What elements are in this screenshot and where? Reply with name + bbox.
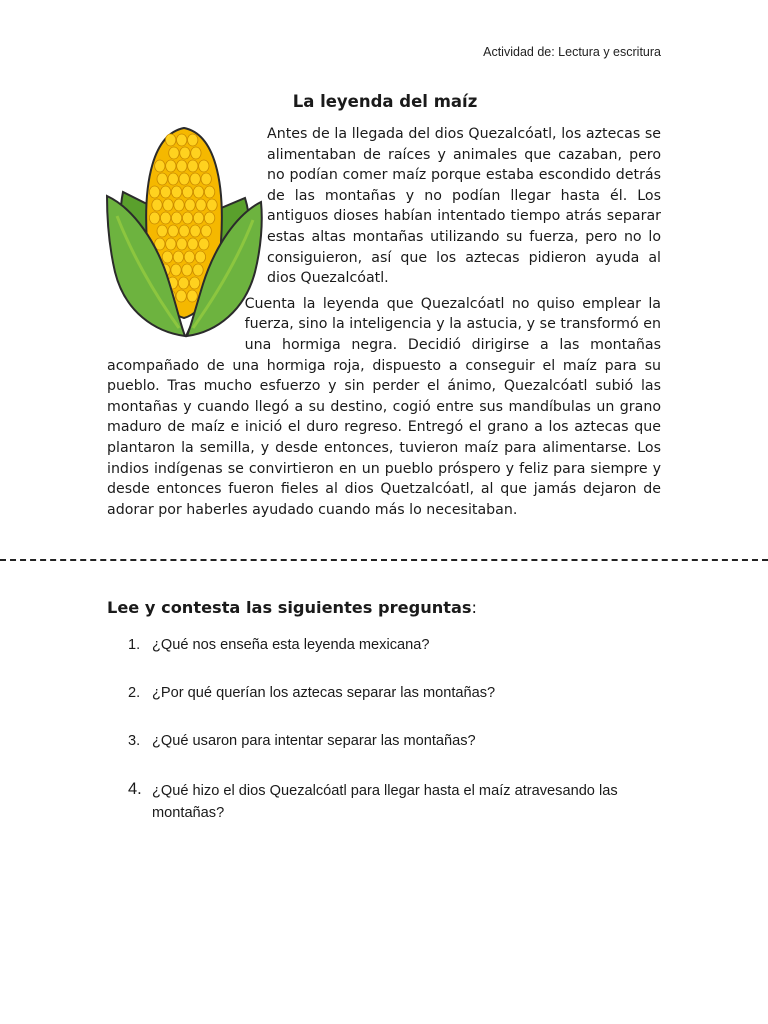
corn-kernel	[160, 186, 170, 198]
corn-kernel	[171, 264, 181, 276]
question-item: 3. ¿Qué usaron para intentar separar las montañas?	[128, 733, 476, 749]
activity-header: Actividad de: Lectura y escritura	[483, 45, 661, 59]
story-paragraph: Cuenta la leyenda que Quezalcóatl no quiso emplear la fuerza, sino la inteligencia y la astucia, y se transformó en una hormiga negra. Decidió dirigirse a las montañas acompañado de una hormiga roja, dispuesto a conseguir el maíz para su pueblo. Tras mucho esfuerzo y sin perder el ánimo, Quezalcóatl subió las montañas y cuando llegó a su destino, cogió entre sus mandíbulas un grano maduro de maíz e inició el duro regreso. Entregó el grano a los aztecas que plantaron la semilla, y desde entonces, tuvieron maíz para alimentarse. Los indios indígenas se convirtieron en un pueblo próspero y feliz para siempre y desde entonces fueron fieles al dios Quetzalcóatl, al que jamás dejaron de adorar por haberles ayudado cuando más lo necesitaban.	[107, 295, 661, 518]
corn-kernel	[182, 264, 192, 276]
corn-kernel	[207, 199, 217, 211]
corn-kernel	[185, 199, 195, 211]
story-title: La leyenda del maíz	[292, 92, 478, 111]
corn-kernel	[188, 160, 198, 172]
corn-kernel	[191, 147, 201, 159]
question-item: 1. ¿Qué nos enseña esta leyenda mexicana?	[128, 637, 430, 653]
corn-kernel	[152, 199, 162, 211]
questions-heading: Lee y contesta las siguientes preguntas:	[107, 598, 478, 617]
corn-kernel	[193, 186, 203, 198]
corn-kernel	[193, 264, 203, 276]
corn-kernel	[179, 173, 189, 185]
corn-kernel	[204, 186, 214, 198]
corn-kernel	[171, 212, 181, 224]
corn-kernel	[189, 277, 199, 289]
corn-kernel	[178, 277, 188, 289]
corn-kernel	[157, 173, 167, 185]
corn-kernel	[190, 225, 200, 237]
corn-kernel	[166, 134, 176, 146]
corn-kernel	[188, 238, 198, 250]
corn-kernel	[171, 186, 181, 198]
corn-kernel	[168, 173, 178, 185]
corn-kernel	[176, 290, 186, 302]
questions-list	[128, 634, 668, 824]
corn-kernel	[173, 251, 183, 263]
story-body	[107, 124, 661, 520]
corn-kernel	[204, 212, 214, 224]
corn-kernel	[199, 160, 209, 172]
corn-kernel	[195, 251, 205, 263]
corn-kernel	[177, 160, 187, 172]
corn-kernel	[182, 212, 192, 224]
dashed-divider	[0, 559, 768, 561]
corn-kernel	[155, 160, 165, 172]
corn-kernel	[149, 212, 159, 224]
corn-kernel	[196, 199, 206, 211]
corn-kernel	[187, 290, 197, 302]
corn-kernel	[169, 147, 179, 159]
corn-kernel	[201, 173, 211, 185]
corn-kernel	[166, 238, 176, 250]
corn-kernel	[190, 173, 200, 185]
corn-icon	[103, 122, 265, 338]
question-item: 2. ¿Por qué querían los aztecas separar las montañas?	[128, 685, 496, 701]
corn-kernel	[199, 238, 209, 250]
corn-kernel	[163, 199, 173, 211]
corn-kernel	[149, 186, 159, 198]
corn-kernel	[184, 251, 194, 263]
corn-kernel	[180, 147, 190, 159]
corn-kernel	[157, 225, 167, 237]
corn-kernel	[177, 134, 187, 146]
question-item: 4. ¿Qué hizo el dios Quezalcóatl para llegar hasta el maíz atravesando las montañas?	[128, 780, 618, 821]
story-paragraph: Antes de la llegada del dios Quezalcóatl, los aztecas se alimentaban de raíces y animales que cazaban, pero no podían comer maíz porque estaba escondido detrás de las montañas y no podían llegar hasta él. Los antiguos dioses habían intentado tiempo atrás separar estas altas montañas utilizando su fuerza, pero no lo consiguieron, así que los aztecas pidieron ayuda al dios Quezalcóatl.	[267, 126, 661, 287]
corn-kernel	[179, 225, 189, 237]
corn-kernel	[182, 186, 192, 198]
corn-kernel	[188, 134, 198, 146]
corn-kernel	[160, 212, 170, 224]
corn-kernel	[166, 160, 176, 172]
corn-kernel	[193, 212, 203, 224]
corn-kernel	[177, 238, 187, 250]
corn-kernel	[168, 225, 178, 237]
corn-kernel	[201, 225, 211, 237]
corn-kernel	[174, 199, 184, 211]
corn-kernel	[162, 251, 172, 263]
